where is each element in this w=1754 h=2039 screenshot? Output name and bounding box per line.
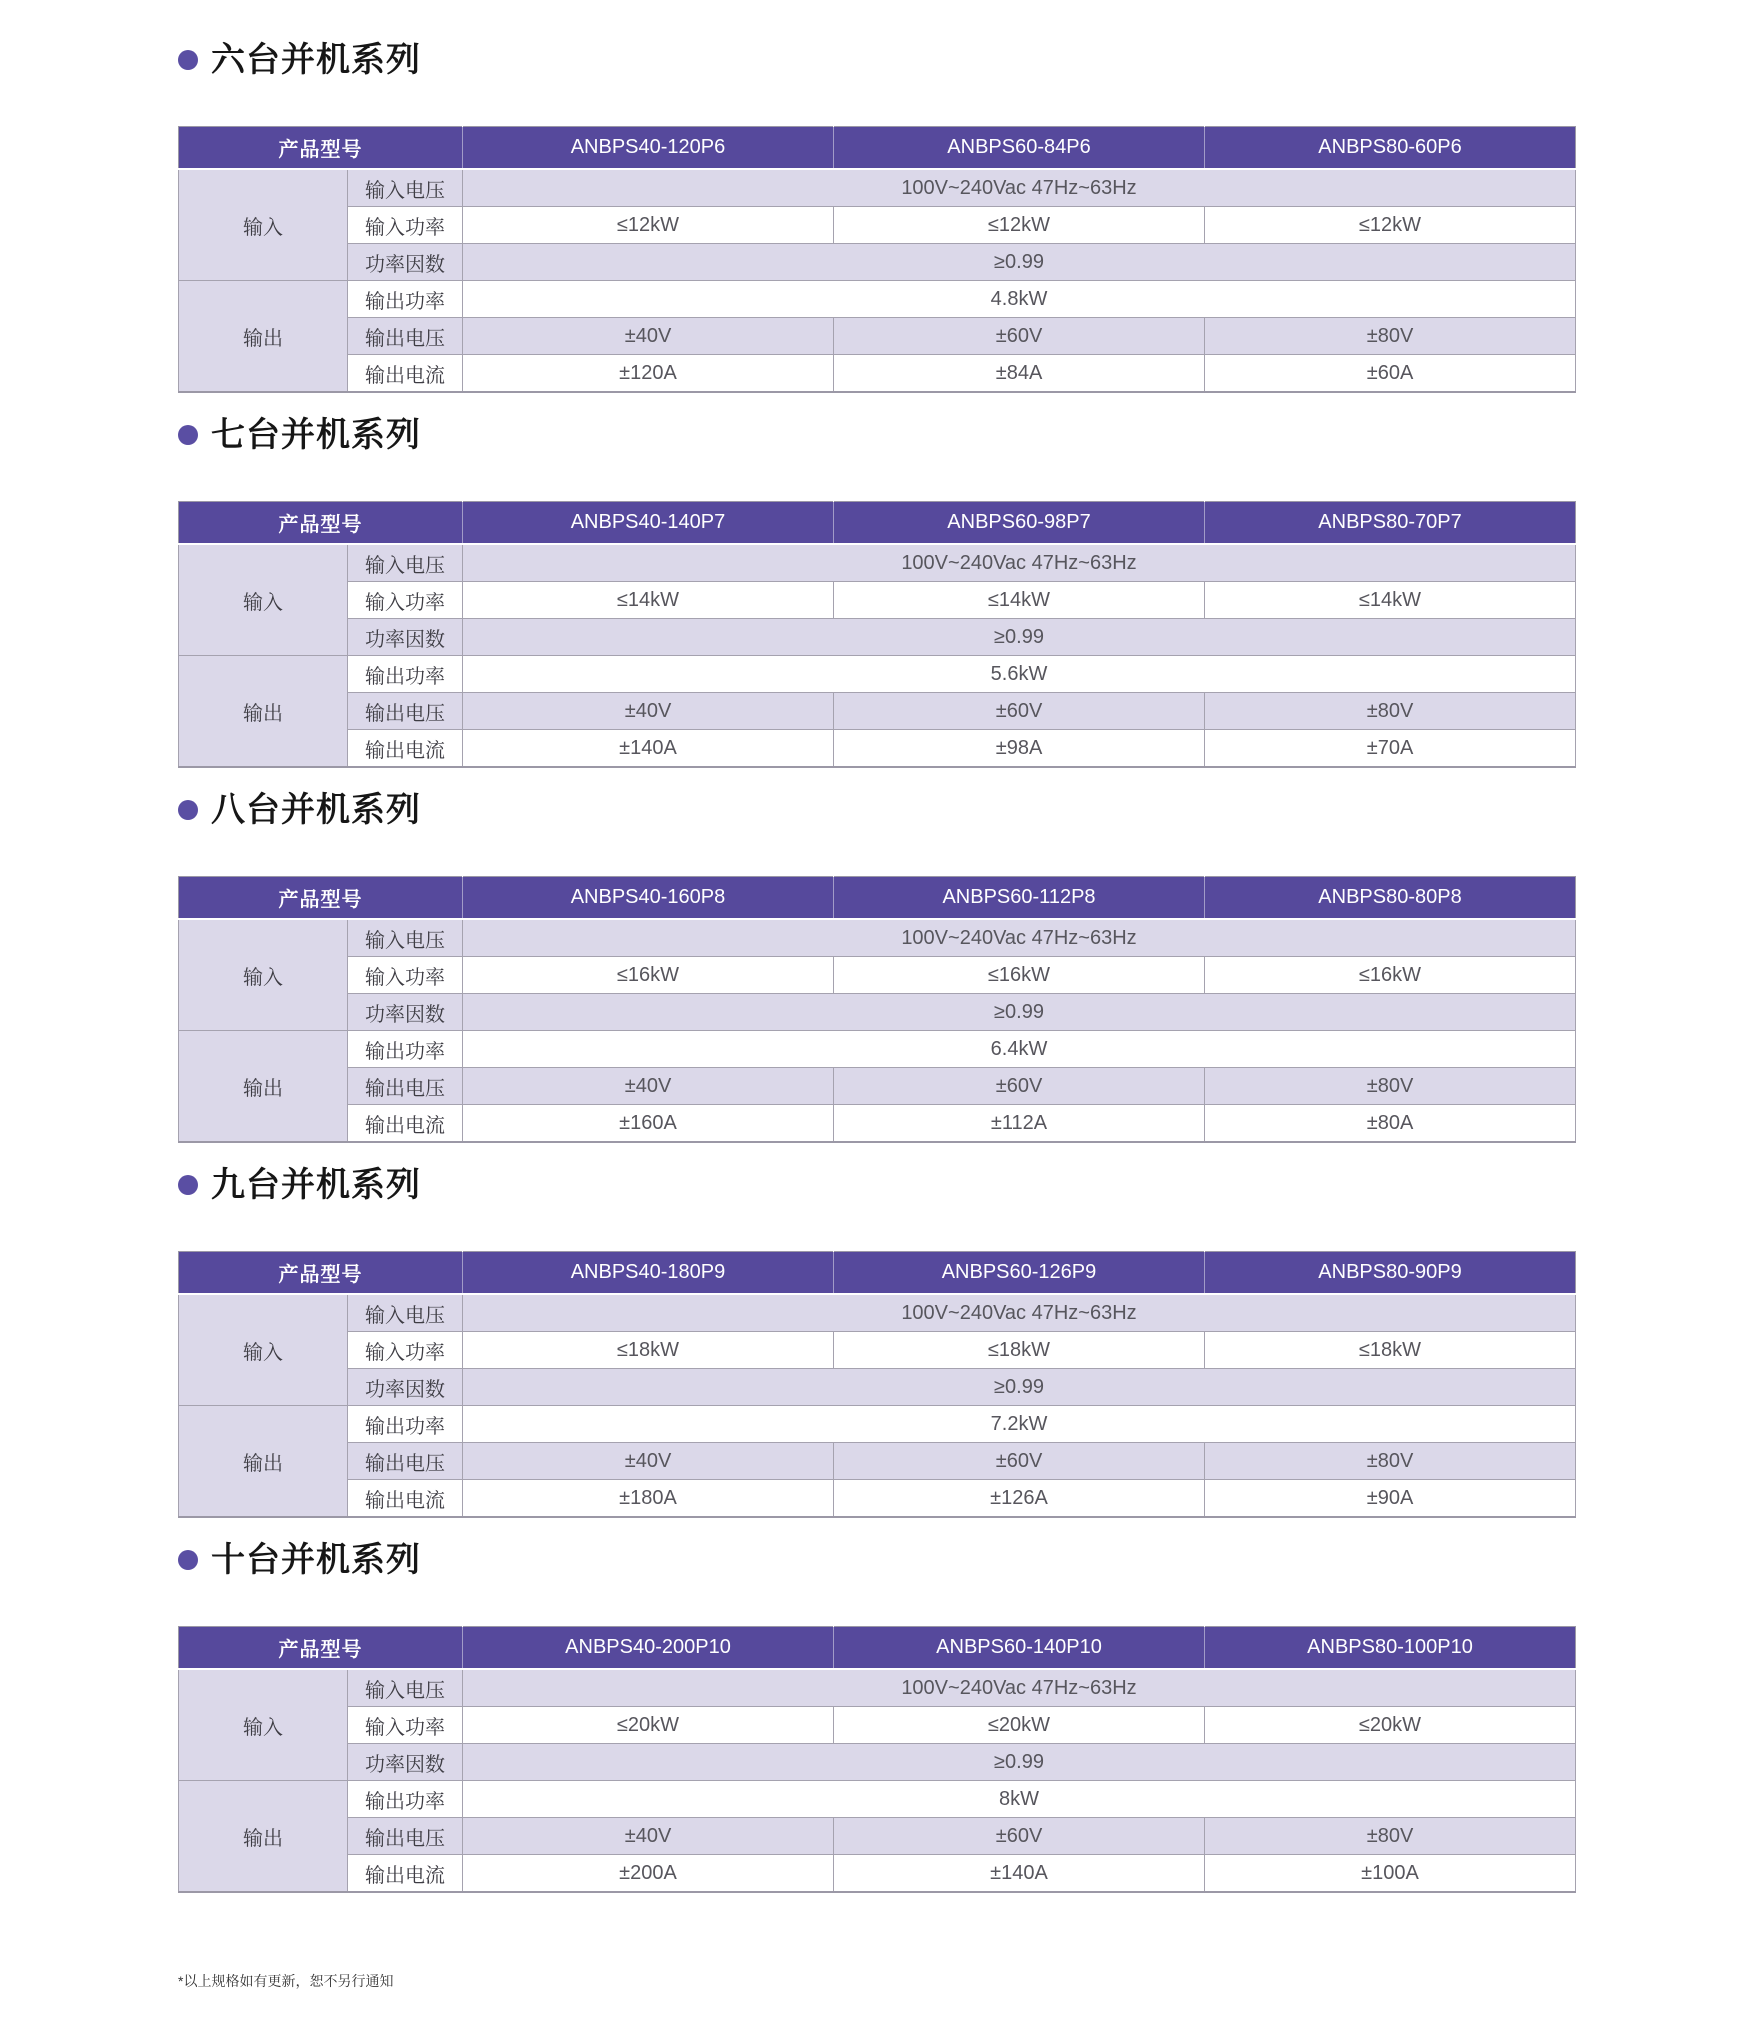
row-label-output-power: 输出功率 (348, 1781, 463, 1818)
row-label-output-power: 输出功率 (348, 1406, 463, 1443)
value-output-voltage: ±60V (834, 1818, 1205, 1855)
input-power-row (179, 582, 1576, 619)
row-label-power-factor: 功率因数 (348, 1744, 463, 1781)
section-heading (178, 413, 1575, 457)
output-voltage-row (179, 1818, 1576, 1855)
value-input-power: ≤14kW (834, 582, 1205, 619)
product-model-header-cell: 产品型号 (179, 502, 463, 545)
table-header-row (179, 1252, 1576, 1295)
input-voltage-row (179, 544, 1576, 582)
value-power-factor: ≥0.99 (463, 619, 1576, 656)
product-model-header-cell: 产品型号 (179, 877, 463, 920)
row-label-output-current: 输出电流 (348, 1855, 463, 1893)
value-input-voltage: 100V~240Vac 47Hz~63Hz (463, 169, 1576, 207)
value-output-voltage: ±60V (834, 693, 1205, 730)
model-name-cell: ANBPS60-98P7 (834, 502, 1205, 545)
row-label-output-voltage: 输出电压 (348, 1068, 463, 1105)
value-output-power: 6.4kW (463, 1031, 1576, 1068)
model-name-cell: ANBPS80-70P7 (1205, 502, 1576, 545)
value-output-current: ±160A (463, 1105, 834, 1143)
value-output-current: ±200A (463, 1855, 834, 1893)
row-label-output-voltage: 输出电压 (348, 1818, 463, 1855)
output-group-label: 输出 (179, 1031, 348, 1143)
value-output-voltage: ±40V (463, 318, 834, 355)
value-input-power: ≤12kW (834, 207, 1205, 244)
spec-table (178, 1626, 1576, 1893)
value-output-current: ±80A (1205, 1105, 1576, 1143)
product-model-header-cell: 产品型号 (179, 127, 463, 170)
row-label-output-current: 输出电流 (348, 1480, 463, 1518)
value-input-power: ≤16kW (463, 957, 834, 994)
input-power-row (179, 1332, 1576, 1369)
bullet-icon (178, 800, 198, 820)
model-name-cell: ANBPS60-112P8 (834, 877, 1205, 920)
value-input-power: ≤14kW (463, 582, 834, 619)
section-title: 七台并机系列 (211, 416, 421, 454)
power-factor-row (179, 244, 1576, 281)
section-heading (178, 1163, 1575, 1207)
output-group-label: 输出 (179, 1781, 348, 1893)
row-label-output-power: 输出功率 (348, 656, 463, 693)
value-power-factor: ≥0.99 (463, 1744, 1576, 1781)
output-group-label: 输出 (179, 281, 348, 393)
row-label-input-voltage: 输入电压 (348, 169, 463, 207)
bullet-icon (178, 1175, 198, 1195)
model-name-cell: ANBPS80-90P9 (1205, 1252, 1576, 1295)
value-output-current: ±180A (463, 1480, 834, 1518)
row-label-power-factor: 功率因数 (348, 244, 463, 281)
value-output-power: 5.6kW (463, 656, 1576, 693)
output-voltage-row (179, 1443, 1576, 1480)
value-input-power: ≤12kW (463, 207, 834, 244)
value-output-voltage: ±60V (834, 1068, 1205, 1105)
row-label-output-power: 输出功率 (348, 1031, 463, 1068)
spec-sheet-page (0, 38, 1754, 1991)
model-name-cell: ANBPS80-80P8 (1205, 877, 1576, 920)
model-name-cell: ANBPS60-84P6 (834, 127, 1205, 170)
value-output-voltage: ±80V (1205, 1443, 1576, 1480)
row-label-output-current: 输出电流 (348, 355, 463, 393)
value-output-power: 7.2kW (463, 1406, 1576, 1443)
row-label-input-power: 输入功率 (348, 1707, 463, 1744)
section-heading (178, 788, 1575, 832)
value-input-voltage: 100V~240Vac 47Hz~63Hz (463, 1294, 1576, 1332)
model-name-cell: ANBPS60-126P9 (834, 1252, 1205, 1295)
input-group-label: 输入 (179, 1294, 348, 1406)
output-group-label: 输出 (179, 656, 348, 768)
value-output-power: 8kW (463, 1781, 1576, 1818)
value-output-voltage: ±40V (463, 1443, 834, 1480)
model-name-cell: ANBPS80-60P6 (1205, 127, 1576, 170)
model-name-cell: ANBPS40-160P8 (463, 877, 834, 920)
output-power-row (179, 656, 1576, 693)
value-input-power: ≤12kW (1205, 207, 1576, 244)
value-power-factor: ≥0.99 (463, 244, 1576, 281)
power-factor-row (179, 1744, 1576, 1781)
value-input-voltage: 100V~240Vac 47Hz~63Hz (463, 919, 1576, 957)
output-voltage-row (179, 318, 1576, 355)
value-output-current: ±112A (834, 1105, 1205, 1143)
value-output-current: ±84A (834, 355, 1205, 393)
value-input-power: ≤16kW (834, 957, 1205, 994)
output-group-label: 输出 (179, 1406, 348, 1518)
value-power-factor: ≥0.99 (463, 994, 1576, 1031)
value-power-factor: ≥0.99 (463, 1369, 1576, 1406)
value-output-current: ±140A (834, 1855, 1205, 1893)
output-voltage-row (179, 1068, 1576, 1105)
row-label-power-factor: 功率因数 (348, 619, 463, 656)
spec-table (178, 1251, 1576, 1518)
model-name-cell: ANBPS40-200P10 (463, 1627, 834, 1670)
output-power-row (179, 1781, 1576, 1818)
value-output-current: ±126A (834, 1480, 1205, 1518)
product-model-header-cell: 产品型号 (179, 1252, 463, 1295)
series-section-9 (178, 1163, 1575, 1518)
value-output-power: 4.8kW (463, 281, 1576, 318)
row-label-output-power: 输出功率 (348, 281, 463, 318)
value-output-voltage: ±40V (463, 1818, 834, 1855)
series-section-8 (178, 788, 1575, 1143)
value-input-power: ≤20kW (463, 1707, 834, 1744)
value-output-current: ±120A (463, 355, 834, 393)
value-output-current: ±90A (1205, 1480, 1576, 1518)
input-group-label: 输入 (179, 919, 348, 1031)
row-label-power-factor: 功率因数 (348, 1369, 463, 1406)
footnote-text: *以上规格如有更新，恕不另行通知 (178, 1973, 394, 1989)
output-power-row (179, 281, 1576, 318)
value-output-current: ±140A (463, 730, 834, 768)
bullet-icon (178, 425, 198, 445)
row-label-input-voltage: 输入电压 (348, 1294, 463, 1332)
value-output-voltage: ±80V (1205, 1068, 1576, 1105)
spec-table (178, 501, 1576, 768)
row-label-input-power: 输入功率 (348, 957, 463, 994)
row-label-output-current: 输出电流 (348, 1105, 463, 1143)
output-power-row (179, 1031, 1576, 1068)
value-input-power: ≤20kW (1205, 1707, 1576, 1744)
product-model-header-cell: 产品型号 (179, 1627, 463, 1670)
output-current-row (179, 1105, 1576, 1143)
value-output-voltage: ±40V (463, 693, 834, 730)
section-heading (178, 38, 1575, 82)
row-label-power-factor: 功率因数 (348, 994, 463, 1031)
value-input-power: ≤20kW (834, 1707, 1205, 1744)
value-output-voltage: ±60V (834, 318, 1205, 355)
input-power-row (179, 957, 1576, 994)
row-label-output-voltage: 输出电压 (348, 1443, 463, 1480)
output-current-row (179, 355, 1576, 393)
table-header-row (179, 877, 1576, 920)
model-name-cell: ANBPS80-100P10 (1205, 1627, 1576, 1670)
series-section-10 (178, 1538, 1575, 1893)
value-input-power: ≤18kW (463, 1332, 834, 1369)
table-header-row (179, 127, 1576, 170)
output-current-row (179, 730, 1576, 768)
input-group-label: 输入 (179, 169, 348, 281)
input-power-row (179, 1707, 1576, 1744)
value-output-current: ±60A (1205, 355, 1576, 393)
series-section-7 (178, 413, 1575, 768)
row-label-input-voltage: 输入电压 (348, 1669, 463, 1707)
model-name-cell: ANBPS40-140P7 (463, 502, 834, 545)
row-label-output-voltage: 输出电压 (348, 693, 463, 730)
input-voltage-row (179, 1669, 1576, 1707)
spec-table (178, 876, 1576, 1143)
row-label-output-current: 输出电流 (348, 730, 463, 768)
section-title: 九台并机系列 (211, 1166, 421, 1204)
power-factor-row (179, 994, 1576, 1031)
value-output-voltage: ±40V (463, 1068, 834, 1105)
table-header-row (179, 502, 1576, 545)
input-power-row (179, 207, 1576, 244)
row-label-input-voltage: 输入电压 (348, 919, 463, 957)
input-voltage-row (179, 1294, 1576, 1332)
row-label-input-power: 输入功率 (348, 1332, 463, 1369)
input-group-label: 输入 (179, 1669, 348, 1781)
value-input-power: ≤18kW (1205, 1332, 1576, 1369)
value-output-voltage: ±80V (1205, 318, 1576, 355)
input-voltage-row (179, 169, 1576, 207)
output-voltage-row (179, 693, 1576, 730)
output-current-row (179, 1855, 1576, 1893)
model-name-cell: ANBPS60-140P10 (834, 1627, 1205, 1670)
value-input-power: ≤18kW (834, 1332, 1205, 1369)
value-output-current: ±100A (1205, 1855, 1576, 1893)
value-output-voltage: ±80V (1205, 693, 1576, 730)
section-title: 六台并机系列 (211, 41, 421, 79)
input-voltage-row (179, 919, 1576, 957)
section-title: 十台并机系列 (211, 1541, 421, 1579)
value-input-voltage: 100V~240Vac 47Hz~63Hz (463, 544, 1576, 582)
model-name-cell: ANBPS40-180P9 (463, 1252, 834, 1295)
value-input-power: ≤16kW (1205, 957, 1576, 994)
section-heading (178, 1538, 1575, 1582)
value-output-voltage: ±60V (834, 1443, 1205, 1480)
bullet-icon (178, 50, 198, 70)
model-name-cell: ANBPS40-120P6 (463, 127, 834, 170)
row-label-input-power: 输入功率 (348, 207, 463, 244)
output-power-row (179, 1406, 1576, 1443)
output-current-row (179, 1480, 1576, 1518)
section-title: 八台并机系列 (211, 791, 421, 829)
power-factor-row (179, 619, 1576, 656)
power-factor-row (179, 1369, 1576, 1406)
value-output-current: ±98A (834, 730, 1205, 768)
series-section-6 (178, 38, 1575, 393)
spec-table (178, 126, 1576, 393)
input-group-label: 输入 (179, 544, 348, 656)
row-label-output-voltage: 输出电压 (348, 318, 463, 355)
value-input-voltage: 100V~240Vac 47Hz~63Hz (463, 1669, 1576, 1707)
value-output-current: ±70A (1205, 730, 1576, 768)
value-input-power: ≤14kW (1205, 582, 1576, 619)
value-output-voltage: ±80V (1205, 1818, 1576, 1855)
table-header-row (179, 1627, 1576, 1670)
row-label-input-voltage: 输入电压 (348, 544, 463, 582)
row-label-input-power: 输入功率 (348, 582, 463, 619)
bullet-icon (178, 1550, 198, 1570)
